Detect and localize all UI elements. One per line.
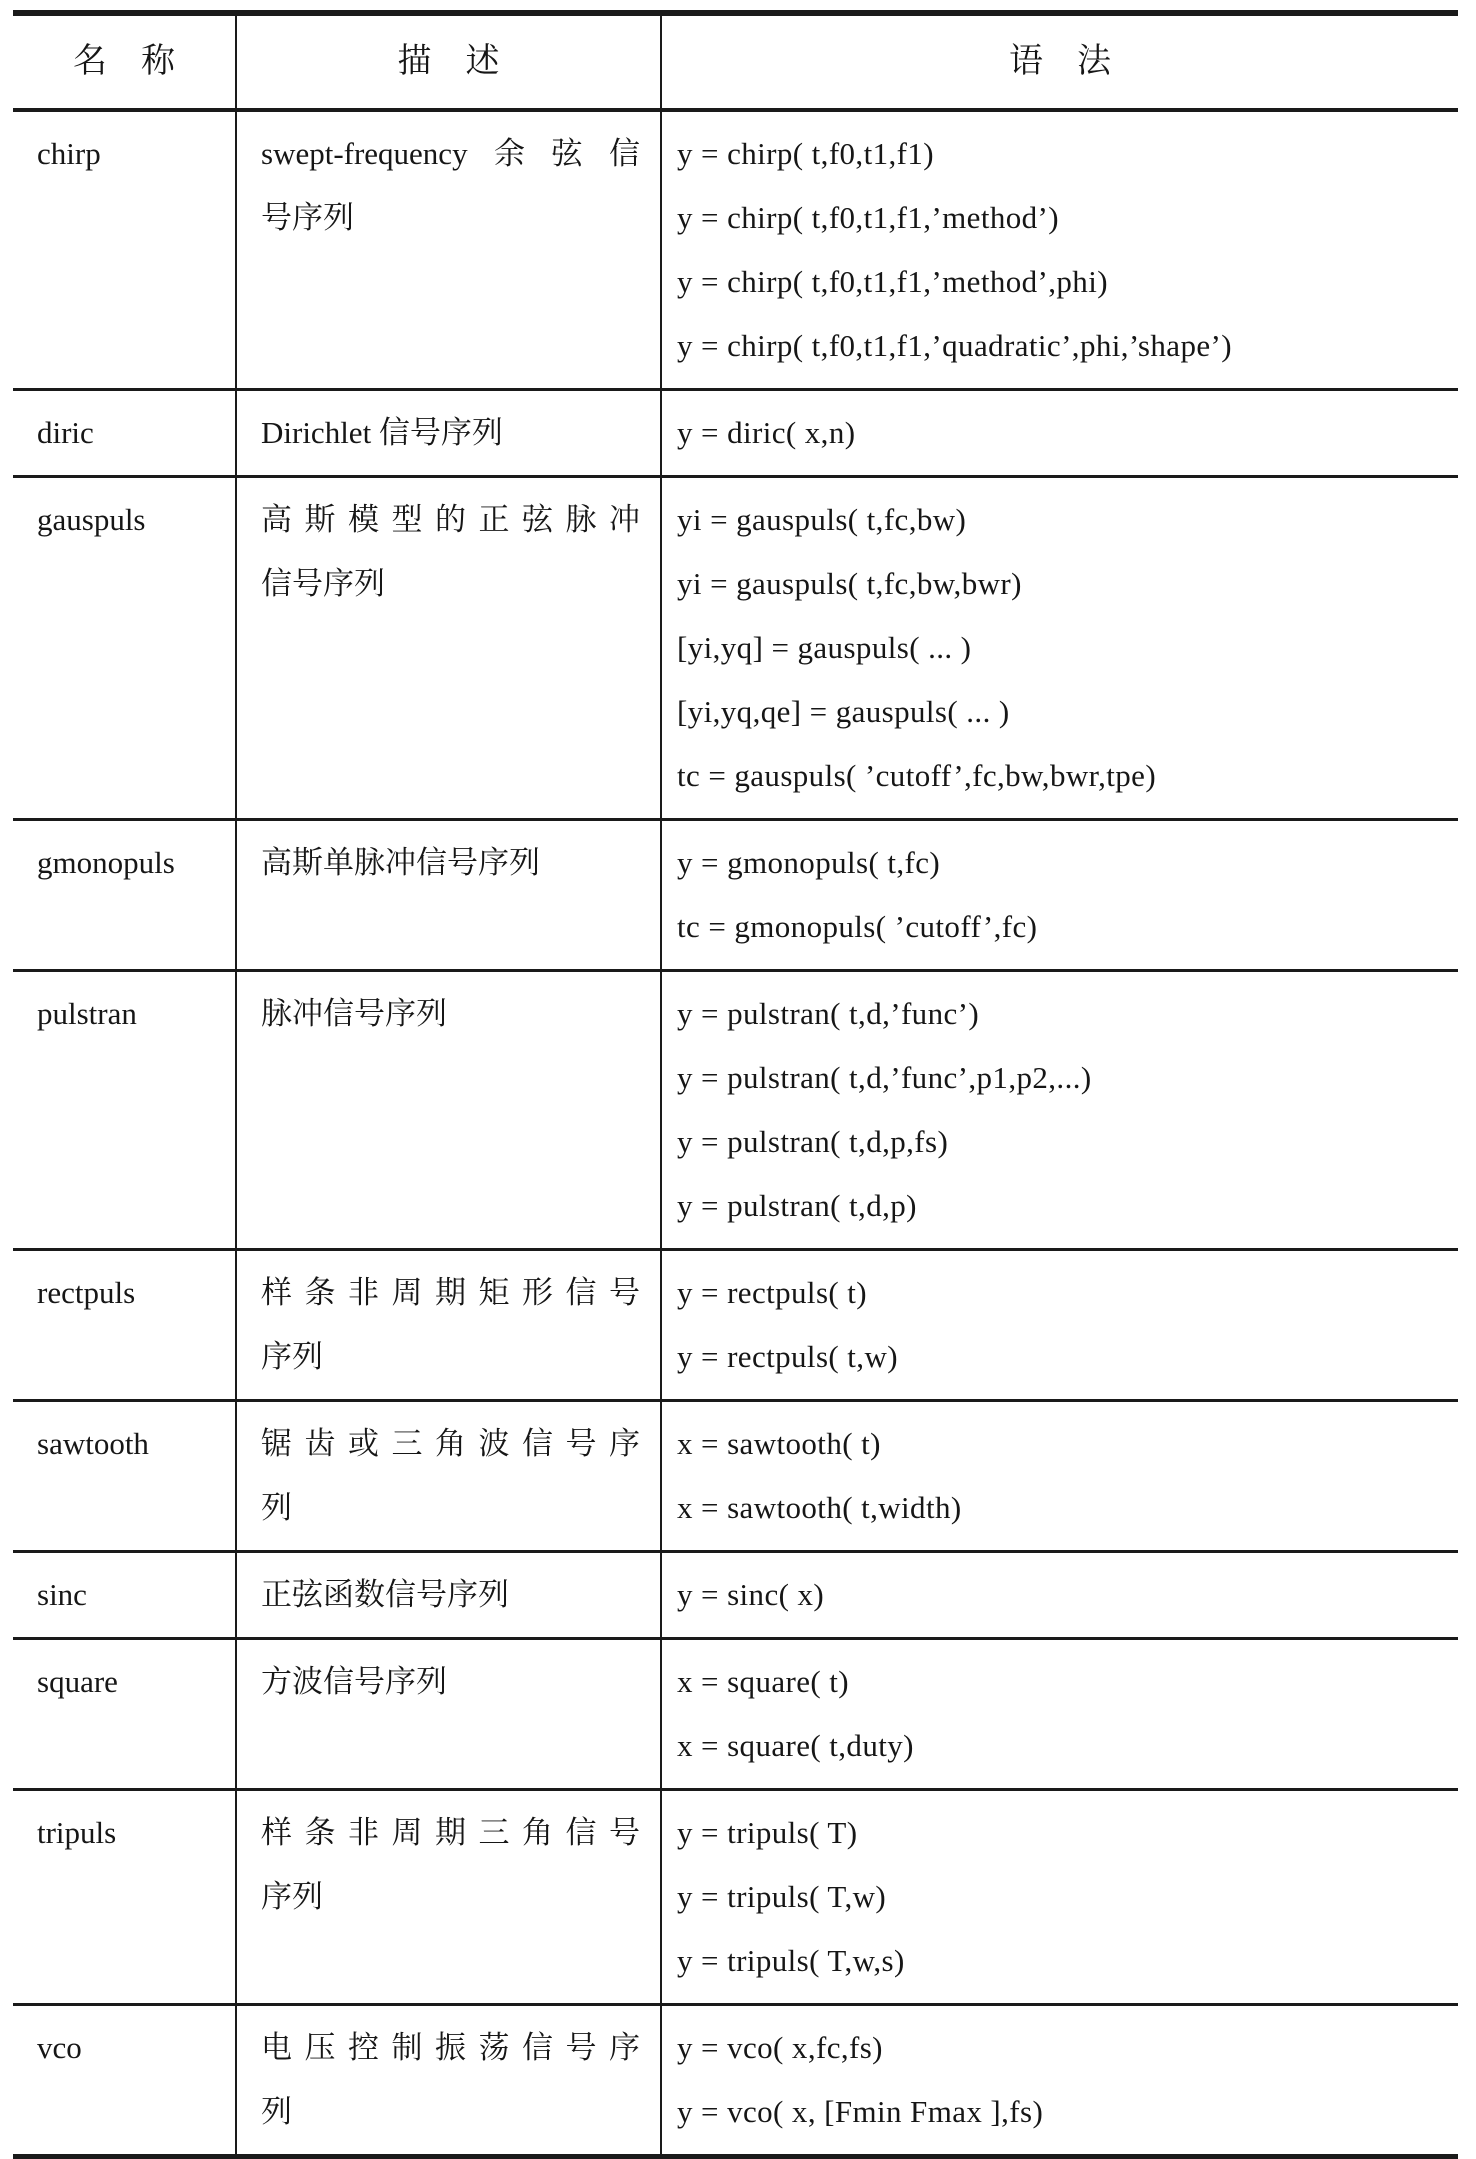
- function-syntax-cell: [662, 1791, 1458, 2003]
- function-name: rectpuls: [37, 1275, 136, 1310]
- function-name-cell: [13, 1791, 237, 2003]
- syntax-line: y = sinc( x): [677, 1577, 825, 1612]
- table-body: [13, 112, 1458, 2154]
- description-line: 脉冲信号序列: [261, 996, 447, 1031]
- function-syntax-cell: [662, 2006, 1458, 2154]
- syntax-line: x = sawtooth( t): [677, 1426, 881, 1461]
- description-line: 锯 齿 或 三 角 波 信 号 序: [261, 1426, 640, 1461]
- function-name-cell: [13, 478, 237, 818]
- syntax-line: y = chirp( t,f0,t1,f1): [677, 136, 934, 171]
- function-syntax-cell: [662, 1553, 1458, 1637]
- function-syntax-cell: [662, 1251, 1458, 1399]
- description-line: 正弦函数信号序列: [261, 1577, 509, 1612]
- syntax-line: y = rectpuls( t,w): [677, 1339, 898, 1374]
- header-cell-syntax: 语 法: [1009, 43, 1111, 80]
- description-line: swept-frequency 余 弦 信: [261, 136, 640, 171]
- function-syntax-cell: [662, 112, 1458, 388]
- function-name-cell: [13, 1553, 237, 1637]
- function-name-cell: [13, 1251, 237, 1399]
- syntax-line: tc = gmonopuls( ’cutoff’,fc): [677, 909, 1038, 944]
- table-row: [13, 391, 1458, 478]
- description-line: 序列: [261, 1879, 323, 1914]
- function-syntax-cell: [662, 391, 1458, 475]
- function-description-cell: [237, 1402, 662, 1550]
- description-line: 序列: [261, 1339, 323, 1374]
- description-line: 电 压 控 制 振 荡 信 号 序: [261, 2030, 640, 2065]
- function-description-cell: [237, 821, 662, 969]
- table-row: [13, 1553, 1458, 1640]
- syntax-line: y = gmonopuls( t,fc): [677, 845, 941, 880]
- syntax-line: y = tripuls( T,w): [677, 1879, 887, 1914]
- function-description-cell: [237, 112, 662, 388]
- function-syntax-cell: [662, 478, 1458, 818]
- syntax-line: tc = gauspuls( ’cutoff’,fc,bw,bwr,tpe): [677, 758, 1157, 793]
- function-name: sinc: [37, 1577, 87, 1612]
- table-row: [13, 112, 1458, 391]
- table-row: [13, 478, 1458, 821]
- description-line: 样 条 非 周 期 三 角 信 号: [261, 1815, 640, 1850]
- table-row: [13, 1791, 1458, 2006]
- syntax-line: y = chirp( t,f0,t1,f1,’quadratic’,phi,’shape’): [677, 328, 1232, 363]
- function-description-cell: [237, 391, 662, 475]
- header-cell-description: 描 述: [237, 16, 662, 108]
- function-syntax-cell: [662, 821, 1458, 969]
- syntax-line: x = sawtooth( t,width): [677, 1490, 962, 1525]
- function-name: gmonopuls: [37, 845, 175, 880]
- description-line: 列: [261, 1490, 292, 1525]
- function-name-cell: [13, 972, 237, 1248]
- function-syntax-cell: [662, 1640, 1458, 1788]
- function-syntax-cell: [662, 972, 1458, 1248]
- syntax-line: x = square( t,duty): [677, 1728, 914, 1763]
- function-name: square: [37, 1664, 118, 1699]
- syntax-line: y = pulstran( t,d,p,fs): [677, 1124, 949, 1159]
- table-row: [13, 1402, 1458, 1553]
- function-name: pulstran: [37, 996, 137, 1031]
- function-description-cell: [237, 1640, 662, 1788]
- description-line: 列: [261, 2094, 292, 2129]
- function-table: [13, 10, 1458, 2159]
- function-name: gauspuls: [37, 502, 146, 537]
- syntax-line: y = tripuls( T): [677, 1815, 858, 1850]
- table-row: [13, 1640, 1458, 1791]
- function-name: sawtooth: [37, 1426, 149, 1461]
- syntax-line: yi = gauspuls( t,fc,bw,bwr): [677, 566, 1022, 601]
- syntax-line: [yi,yq,qe] = gauspuls( ... ): [677, 694, 1010, 729]
- function-description-cell: [237, 478, 662, 818]
- function-description-cell: [237, 1251, 662, 1399]
- description-line: 高斯单脉冲信号序列: [261, 845, 540, 880]
- description-line: 方波信号序列: [261, 1664, 447, 1699]
- table-row: [13, 972, 1458, 1251]
- function-name-cell: [13, 112, 237, 388]
- syntax-line: y = pulstran( t,d,’func’): [677, 996, 980, 1031]
- syntax-line: [yi,yq] = gauspuls( ... ): [677, 630, 972, 665]
- syntax-line: y = vco( x,fc,fs): [677, 2030, 883, 2065]
- syntax-line: y = rectpuls( t): [677, 1275, 868, 1310]
- function-syntax-cell: [662, 1402, 1458, 1550]
- function-name: chirp: [37, 136, 101, 171]
- syntax-line: yi = gauspuls( t,fc,bw): [677, 502, 967, 537]
- syntax-line: y = vco( x, [Fmin Fmax ],fs): [677, 2094, 1044, 2129]
- syntax-line: y = chirp( t,f0,t1,f1,’method’,phi): [677, 264, 1108, 299]
- function-description-cell: [237, 1791, 662, 2003]
- description-line: 样 条 非 周 期 矩 形 信 号: [261, 1275, 640, 1310]
- syntax-line: y = diric( x,n): [677, 415, 856, 450]
- table-row: [13, 2006, 1458, 2154]
- syntax-line: y = chirp( t,f0,t1,f1,’method’): [677, 200, 1059, 235]
- function-name: vco: [37, 2030, 82, 2065]
- description-line: 号序列: [261, 200, 354, 235]
- function-description-cell: [237, 972, 662, 1248]
- table-row: [13, 821, 1458, 972]
- function-name: tripuls: [37, 1815, 117, 1850]
- table-row: [13, 1251, 1458, 1402]
- function-name-cell: [13, 1640, 237, 1788]
- syntax-line: x = square( t): [677, 1664, 849, 1699]
- function-name-cell: [13, 2006, 237, 2154]
- syntax-line: y = tripuls( T,w,s): [677, 1943, 905, 1978]
- function-name-cell: [13, 391, 237, 475]
- function-name-cell: [13, 1402, 237, 1550]
- syntax-line: y = pulstran( t,d,’func’,p1,p2,...): [677, 1060, 1092, 1095]
- description-line: 高 斯 模 型 的 正 弦 脉 冲: [261, 502, 640, 537]
- description-line: 信号序列: [261, 566, 385, 601]
- function-description-cell: [237, 1553, 662, 1637]
- function-name-cell: [13, 821, 237, 969]
- function-description-cell: [237, 2006, 662, 2154]
- description-line: Dirichlet 信号序列: [261, 415, 503, 450]
- function-name: diric: [37, 415, 94, 450]
- table-header-row: [13, 16, 1458, 112]
- header-cell-name: 名 称: [13, 16, 237, 108]
- syntax-line: y = pulstran( t,d,p): [677, 1188, 917, 1223]
